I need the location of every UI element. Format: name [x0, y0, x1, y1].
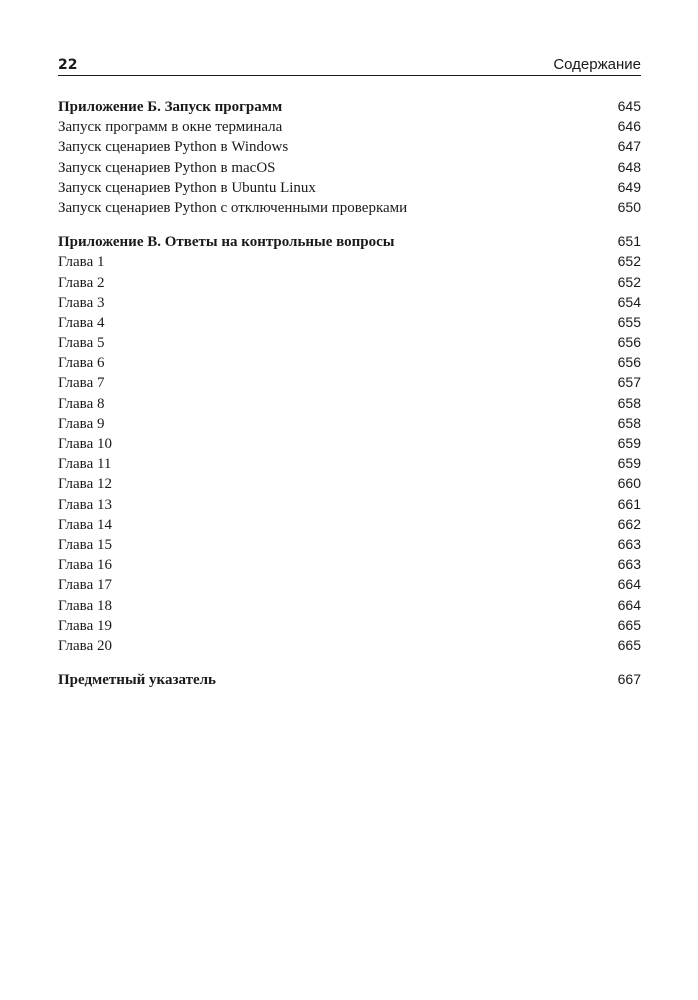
toc-page-number: 658: [617, 394, 641, 411]
toc-entry-label: Глава 18: [58, 597, 112, 614]
toc-entry-label: Глава 20: [58, 637, 112, 654]
toc-entry[interactable]: [58, 514, 641, 534]
toc-entry-label: Глава 13: [58, 496, 112, 513]
toc-entry[interactable]: [58, 292, 641, 312]
toc-page-number: 646: [617, 118, 641, 135]
toc-heading-label: Предметный указатель: [58, 672, 216, 689]
toc-page-number: 654: [617, 293, 641, 310]
toc-group: [58, 96, 641, 217]
toc-entry-label: Глава 5: [58, 335, 105, 352]
toc-heading[interactable]: [58, 231, 641, 251]
toc-entry-label: Глава 12: [58, 476, 112, 493]
toc-heading[interactable]: [58, 96, 641, 116]
book-page: [58, 52, 641, 703]
toc-entry-label: Глава 17: [58, 577, 112, 594]
toc-entry-label: Глава 15: [58, 536, 112, 553]
toc-entry-label: Глава 4: [58, 314, 105, 331]
toc-entry[interactable]: [58, 453, 641, 473]
toc-page-number: 656: [617, 354, 641, 371]
toc-page-number: 648: [617, 158, 641, 175]
toc-page-number: 649: [617, 178, 641, 195]
toc-entry-label: Глава 3: [58, 294, 105, 311]
toc-entry[interactable]: [58, 332, 641, 352]
toc-entry-label: Глава 1: [58, 254, 105, 271]
toc-page-number: 663: [617, 535, 641, 552]
toc-heading-label: Приложение В. Ответы на контрольные вопросы: [58, 234, 395, 251]
toc-page-number: 664: [617, 596, 641, 613]
toc-entry[interactable]: [58, 352, 641, 372]
toc-entry[interactable]: [58, 574, 641, 594]
toc-page-number: 645: [617, 98, 641, 114]
running-head: [58, 52, 641, 76]
toc-entry[interactable]: [58, 433, 641, 453]
toc-page-number: 664: [617, 576, 641, 593]
page-number: 22: [58, 57, 78, 73]
toc-entry-label: Глава 14: [58, 516, 112, 533]
toc-entry-label: Глава 19: [58, 617, 112, 634]
toc-entry-label: Глава 2: [58, 274, 105, 291]
toc-page-number: 661: [617, 495, 641, 512]
toc-page-number: 667: [617, 671, 641, 688]
toc-group: [58, 231, 641, 655]
toc-entry-label: Глава 9: [58, 415, 105, 432]
toc-heading-label: Приложение Б. Запуск программ: [58, 99, 283, 115]
toc-entry[interactable]: [58, 554, 641, 574]
toc-page-number: 657: [617, 374, 641, 391]
toc-entry[interactable]: [58, 413, 641, 433]
toc-page-number: 650: [617, 198, 641, 215]
toc-entry[interactable]: [58, 635, 641, 655]
toc-page-number: 659: [617, 455, 641, 472]
toc-entry-label: Глава 8: [58, 395, 105, 412]
toc-page-number: 663: [617, 556, 641, 573]
toc-entry-label: Запуск сценариев Python в macOS: [58, 159, 276, 176]
toc-entry[interactable]: [58, 312, 641, 332]
toc-heading[interactable]: [58, 669, 641, 689]
toc-entry[interactable]: [58, 116, 641, 136]
toc-page-number: 665: [617, 616, 641, 633]
toc-entry[interactable]: [58, 534, 641, 554]
toc-page-number: 651: [617, 233, 641, 250]
toc-entry-label: Запуск сценариев Python в Ubuntu Linux: [58, 179, 316, 196]
toc-group: [58, 669, 641, 689]
toc-page-number: 647: [617, 138, 641, 155]
toc-page-number: 662: [617, 515, 641, 532]
toc-entry-label: Запуск сценариев Python в Windows: [58, 139, 289, 156]
toc-page-number: 665: [617, 636, 641, 653]
table-of-contents: [58, 96, 641, 689]
toc-entry[interactable]: [58, 177, 641, 197]
toc-entry-label: Запуск программ в окне терминала: [58, 119, 283, 136]
toc-page-number: 659: [617, 435, 641, 451]
toc-entry[interactable]: [58, 197, 641, 217]
toc-entry[interactable]: [58, 615, 641, 635]
toc-entry-label: Глава 16: [58, 557, 112, 574]
toc-entry[interactable]: [58, 157, 641, 177]
toc-entry[interactable]: [58, 272, 641, 292]
toc-page-number: 660: [617, 475, 641, 492]
toc-page-number: 658: [617, 414, 641, 431]
toc-page-number: 656: [617, 334, 641, 351]
toc-entry-label: Глава 11: [58, 456, 112, 473]
toc-entry[interactable]: [58, 595, 641, 615]
toc-entry[interactable]: [58, 473, 641, 493]
toc-entry[interactable]: [58, 372, 641, 392]
toc-entry-label: Глава 6: [58, 355, 105, 372]
section-title: Содержание: [553, 56, 641, 73]
toc-entry[interactable]: [58, 393, 641, 413]
toc-entry[interactable]: [58, 494, 641, 514]
toc-page-number: 652: [617, 253, 641, 270]
toc-entry-label: Запуск сценариев Python с отключенными проверками: [58, 199, 408, 216]
toc-entry-label: Глава 7: [58, 375, 105, 392]
toc-page-number: 652: [617, 273, 641, 290]
toc-page-number: 655: [617, 313, 641, 330]
toc-entry-label: Глава 10: [58, 436, 112, 452]
toc-entry[interactable]: [58, 136, 641, 156]
toc-entry[interactable]: [58, 251, 641, 271]
